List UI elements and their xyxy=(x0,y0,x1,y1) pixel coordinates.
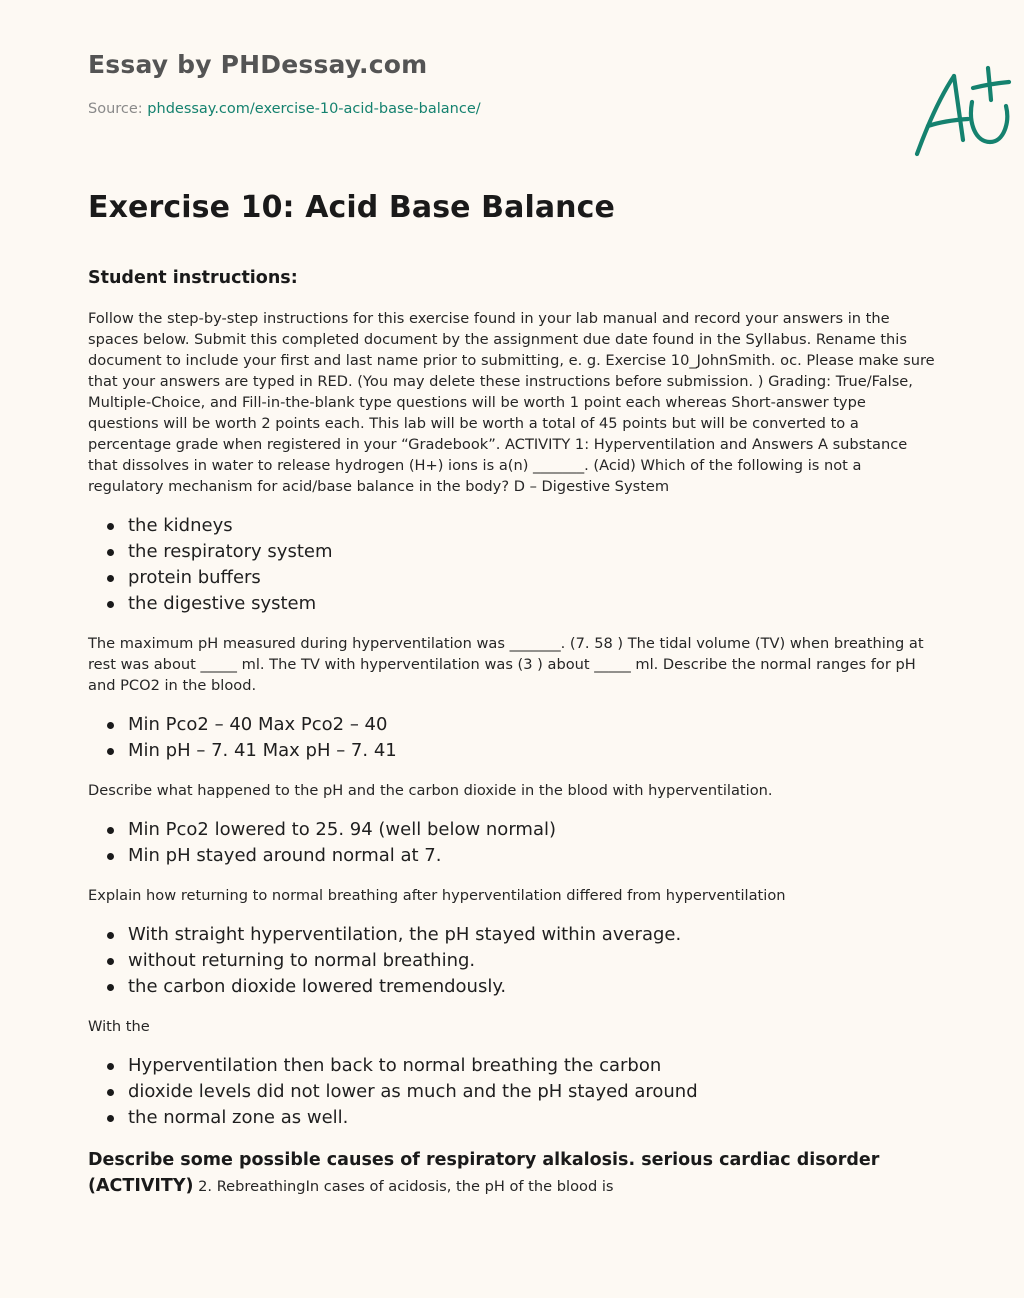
answer-list-5 xyxy=(88,1053,936,1131)
final-tail-text: 2. RebreathingIn cases of acidosis, the pH of the blood is xyxy=(193,1178,614,1195)
answer-list-1 xyxy=(88,513,936,617)
list-item: protein buffers xyxy=(128,565,936,591)
paragraph-3: Describe what happened to the pH and the carbon dioxide in the blood with hyperventilation. xyxy=(88,782,773,799)
list-item: Min pH – 7. 41 Max pH – 7. 41 xyxy=(128,738,936,764)
list-item: Min pH stayed around normal at 7. xyxy=(128,843,936,869)
list-item: Min Pco2 lowered to 25. 94 (well below normal) xyxy=(128,817,936,843)
intro-paragraph: Follow the step-by-step instructions for this exercise found in your lab manual and record your answers in the spaces below. Submit this completed document by the assignment due date found in the Syllabus. Rename this document to include your first and last name prior to submitting, e. g. Exercise 10_JohnSmith. oc. Please make sure that your answers are typed in RED. (You may delete these instructions before submission. ) Grading: True/False, Multiple-Choice, and Fill-in-the-blank type questions will be worth 1 point each whereas Short-answer type questions will be worth 2 points each. This lab will be worth a total of 45 points but will be converted to a percentage grade when registered in your “Gradebook”. ACTIVITY 1: Hyperventilation and Answers A substance that dissolves in water to release hydrogen (H+) ions is a(n) _______. (Acid) Which of the following is not a regulatory mechanism for acid/base balance in the body? D – Digestive System xyxy=(88,310,935,495)
source-line xyxy=(88,101,481,117)
source-label: Source: xyxy=(88,101,143,117)
source-link[interactable]: phdessay.com/exercise-10-acid-base-balance/ xyxy=(147,101,481,117)
list-item: With straight hyperventilation, the pH stayed within average. xyxy=(128,922,936,948)
document-content xyxy=(88,268,936,1200)
list-item: Hyperventilation then back to normal breathing the carbon xyxy=(128,1053,936,1079)
final-bold-heading: Describe some possible causes of respiratory alkalosis. serious cardiac disorder (ACTIVITY) xyxy=(88,1150,880,1196)
paragraph-4: Explain how returning to normal breathing after hyperventilation differed from hyperventilation xyxy=(88,887,786,904)
list-item: the kidneys xyxy=(128,513,936,539)
document-title: Exercise 10: Acid Base Balance xyxy=(88,190,615,225)
final-paragraph xyxy=(88,1147,936,1200)
a-plus-logo-icon xyxy=(910,62,1020,162)
list-item: Min Pco2 – 40 Max Pco2 – 40 xyxy=(128,712,936,738)
answer-list-2 xyxy=(88,712,936,764)
site-title: Essay by PHDessay.com xyxy=(88,50,428,79)
paragraph-2: The maximum pH measured during hyperventilation was _______. (7. 58 ) The tidal volume (TV) when breathing at rest was about _____ ml. The TV with hyperventilation was (3 ) about _____ ml. Describe the normal ranges for pH and PCO2 in the blood. xyxy=(88,635,924,694)
answer-list-4 xyxy=(88,922,936,1000)
paragraph-5: With the xyxy=(88,1018,150,1035)
list-item: the digestive system xyxy=(128,591,936,617)
list-item: dioxide levels did not lower as much and the pH stayed around xyxy=(128,1079,936,1105)
list-item: the normal zone as well. xyxy=(128,1105,936,1131)
list-item: without returning to normal breathing. xyxy=(128,948,936,974)
list-item: the carbon dioxide lowered tremendously. xyxy=(128,974,936,1000)
list-item: the respiratory system xyxy=(128,539,936,565)
answer-list-3 xyxy=(88,817,936,869)
section-heading: Student instructions: xyxy=(88,268,298,288)
